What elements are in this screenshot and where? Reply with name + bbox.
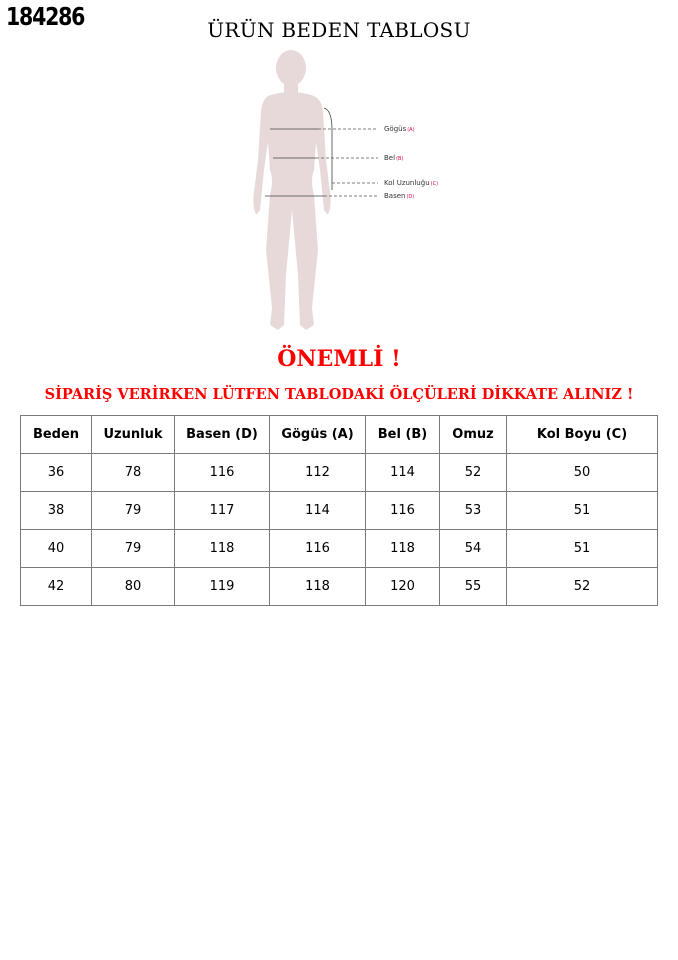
table-cell: 53: [440, 492, 507, 530]
header-omuz: Omuz: [440, 416, 507, 454]
table-cell: 114: [366, 454, 440, 492]
table-row: [21, 568, 658, 606]
header-bel: Bel (B): [366, 416, 440, 454]
table-header-row: [21, 416, 658, 454]
header-kol-boyu: Kol Boyu (C): [507, 416, 658, 454]
label-waist: Bel(B): [384, 154, 404, 162]
product-code: 184286: [6, 2, 85, 31]
table-cell: 118: [366, 530, 440, 568]
table-cell: 117: [175, 492, 270, 530]
order-notice: SİPARİŞ VERİRKEN LÜTFEN TABLODAKİ ÖLÇÜLERİ DİKKATE ALINIZ !: [44, 386, 634, 403]
label-hip: Basen(D): [384, 192, 415, 200]
table-cell: 112: [270, 454, 366, 492]
table-cell: 79: [92, 530, 175, 568]
table-cell: 79: [92, 492, 175, 530]
table-cell: 118: [175, 530, 270, 568]
table-cell: 116: [175, 454, 270, 492]
size-table: [20, 415, 658, 606]
label-sleeve-length: Kol Uzunluğu(C): [384, 179, 439, 187]
table-cell: 78: [92, 454, 175, 492]
label-chest: Gögüs(A): [384, 125, 415, 133]
important-heading: ÖNEMLİ !: [277, 346, 401, 372]
table-cell: 51: [507, 492, 658, 530]
header-gogus: Gögüs (A): [270, 416, 366, 454]
body-measurement-figure: [240, 50, 460, 335]
table-cell: 116: [366, 492, 440, 530]
body-silhouette: [253, 50, 330, 330]
table-cell: 51: [507, 530, 658, 568]
table-row: [21, 530, 658, 568]
table-cell: 114: [270, 492, 366, 530]
table-cell: 80: [92, 568, 175, 606]
table-cell: 52: [440, 454, 507, 492]
table-cell: 50: [507, 454, 658, 492]
table-cell: 54: [440, 530, 507, 568]
table-cell: 119: [175, 568, 270, 606]
header-beden: Beden: [21, 416, 92, 454]
table-row: [21, 492, 658, 530]
table-cell: 52: [507, 568, 658, 606]
page-title: ÜRÜN BEDEN TABLOSU: [207, 18, 471, 42]
table-cell: 40: [21, 530, 92, 568]
table-cell: 55: [440, 568, 507, 606]
header-uzunluk: Uzunluk: [92, 416, 175, 454]
table-cell: 36: [21, 454, 92, 492]
table-cell: 38: [21, 492, 92, 530]
table-row: [21, 454, 658, 492]
header-basen: Basen (D): [175, 416, 270, 454]
table-cell: 116: [270, 530, 366, 568]
table-cell: 118: [270, 568, 366, 606]
table-cell: 42: [21, 568, 92, 606]
table-cell: 120: [366, 568, 440, 606]
